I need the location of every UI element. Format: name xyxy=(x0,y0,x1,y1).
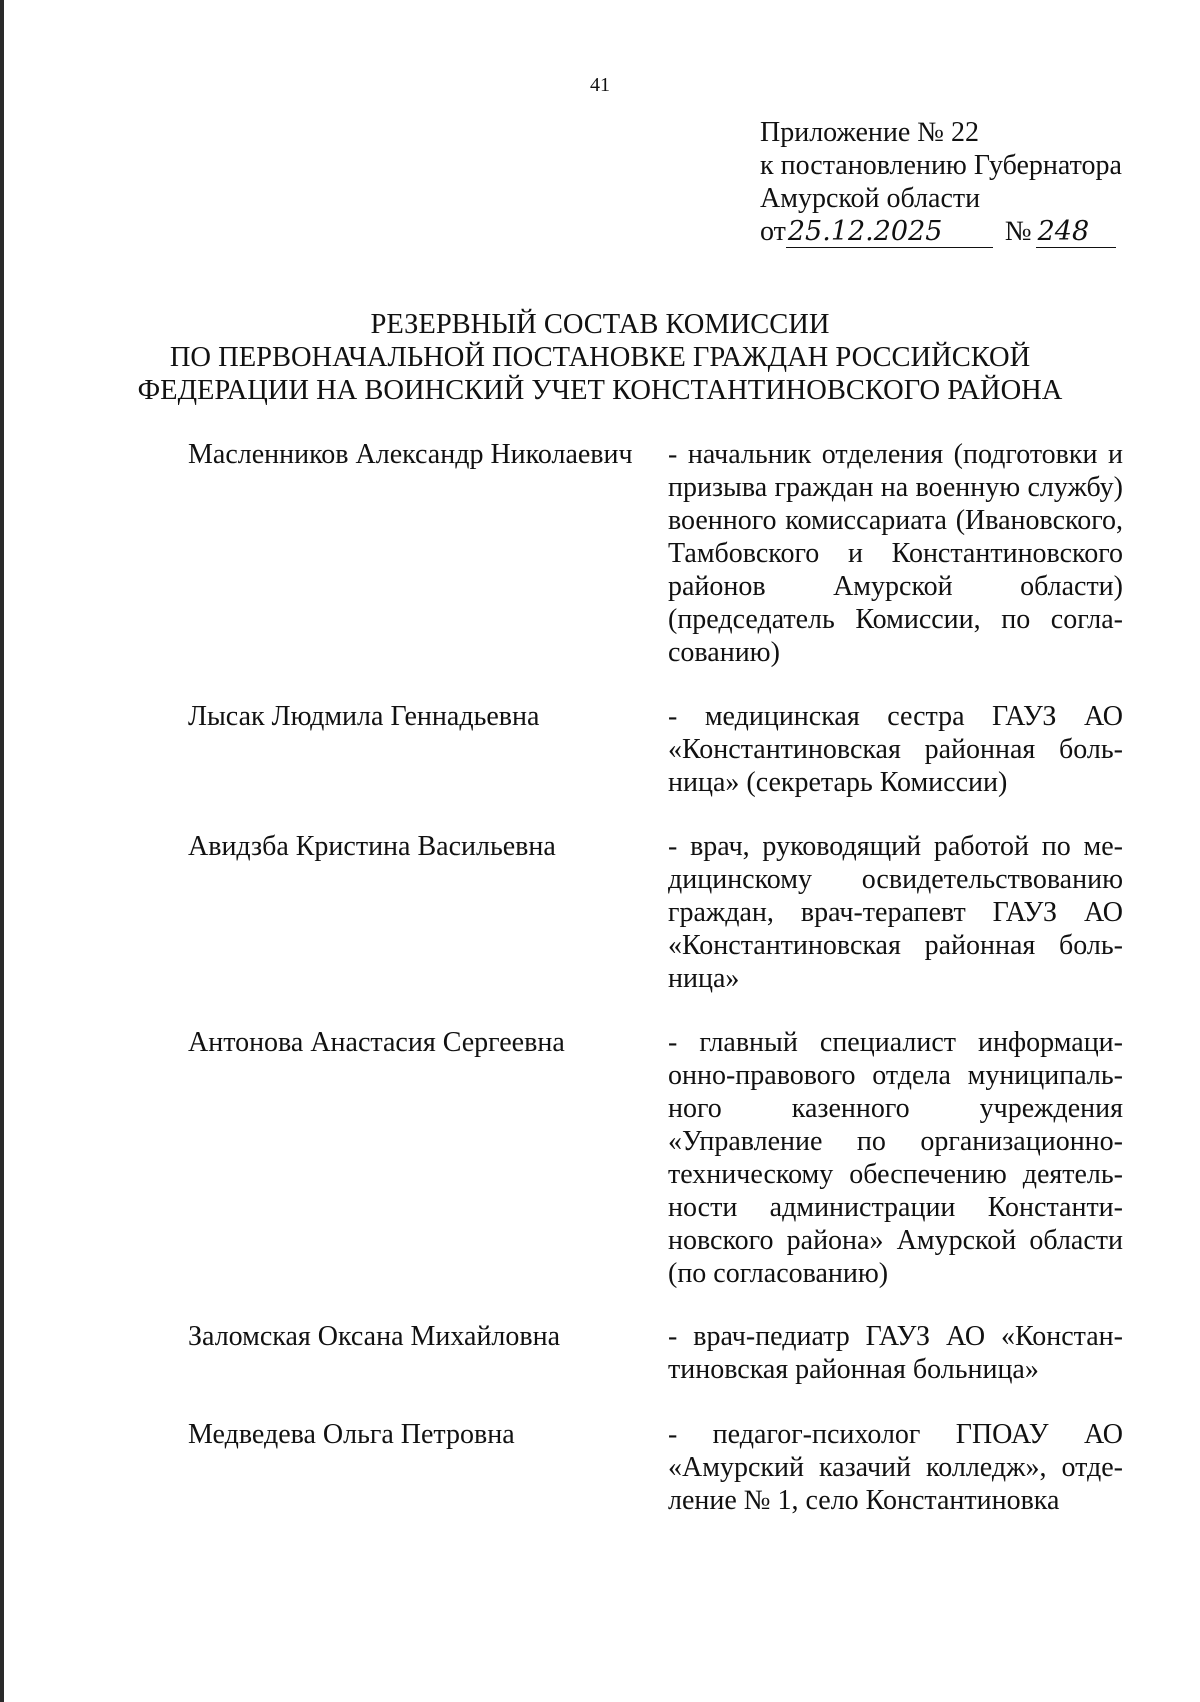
member-row xyxy=(188,700,1123,799)
member-name: Антонова Анастасия Сергеевна xyxy=(188,1027,565,1058)
appendix-line-3: Амурской области xyxy=(760,183,981,214)
member-role: - главный специалист информационно-правового отдела муниципального казенного учреждения «Управление по организационно-техническому обеспечению деятельности администрации Константиновского района» Амурской области (по согласованию) xyxy=(668,1027,1123,1289)
member-row xyxy=(188,438,1123,669)
member-role: - педагог-психолог ГПОАУ АО «Амурский казачий колледж», отделение № 1, село Константиновка xyxy=(668,1419,1123,1516)
page-number: 41 xyxy=(590,74,610,96)
member-name: Лысак Людмила Геннадьевна xyxy=(188,701,540,732)
member-role: - врач, руководящий работой по медицинскому освидетельствованию граждан, врач-терапевт ГАУЗ АО «Константиновская районная больница» xyxy=(668,831,1123,994)
member-row xyxy=(188,1418,1123,1517)
appendix-date-line xyxy=(760,215,1122,251)
title-line-3: ФЕДЕРАЦИИ НА ВОИНСКИЙ УЧЕТ КОНСТАНТИНОВСКОГО РАЙОНА xyxy=(137,375,1063,406)
appendix-block xyxy=(760,116,1122,251)
handwritten-number: 248 xyxy=(1036,217,1116,248)
member-name: Авидзба Кристина Васильевна xyxy=(188,831,556,862)
handwritten-date: 25.12.2025 xyxy=(786,217,993,248)
appendix-line-2: к постановлению Губернатора xyxy=(760,150,1122,181)
document-title xyxy=(0,308,1200,407)
member-name: Медведева Ольга Петровна xyxy=(188,1419,515,1450)
page-scan-edge xyxy=(0,0,4,1702)
title-line-1: РЕЗЕРВНЫЙ СОСТАВ КОМИССИИ xyxy=(370,309,830,340)
member-row xyxy=(188,830,1123,995)
member-name: Заломская Оксана Михайловна xyxy=(188,1321,561,1352)
member-role: - медицинская сестра ГАУЗ АО «Константиновская районная больница» (секретарь Комиссии) xyxy=(668,701,1123,798)
number-prefix: № xyxy=(1004,216,1032,247)
member-row xyxy=(188,1320,1123,1386)
member-name: Масленников Александр Николаевич xyxy=(188,439,633,470)
member-row xyxy=(188,1026,1123,1290)
member-role: - врач-педиатр ГАУЗ АО «Константиновская районная больница» xyxy=(668,1321,1123,1385)
title-line-2: ПО ПЕРВОНАЧАЛЬНОЙ ПОСТАНОВКЕ ГРАЖДАН РОССИЙСКОЙ xyxy=(169,342,1031,373)
appendix-line-1: Приложение № 22 xyxy=(760,117,979,148)
date-prefix: от xyxy=(760,216,786,247)
member-role: - начальник отделения (подготовки и призыва граждан на военную службу) военного комиссариата (Ивановского, Тамбовского и Константиновского районов Амурской области) (председатель Комиссии, по согласованию) xyxy=(668,439,1123,668)
